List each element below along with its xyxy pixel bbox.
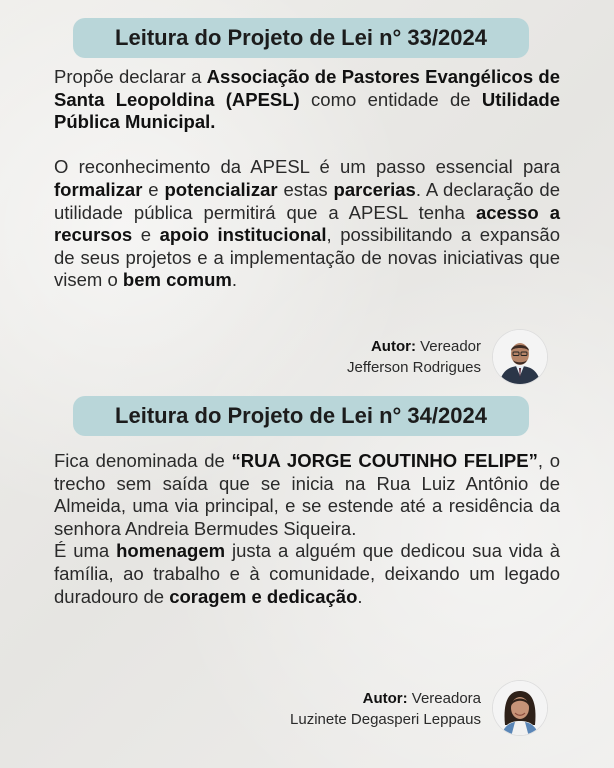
text-run: Propõe declarar a bbox=[54, 66, 207, 87]
author-photo-luzinete bbox=[493, 681, 547, 735]
text-run: apoio institucional bbox=[159, 224, 327, 246]
text-run: coragem e dedicação bbox=[169, 585, 358, 607]
text-run: homenagem bbox=[116, 540, 226, 562]
text-run: potencializar bbox=[164, 178, 278, 200]
section2-title bbox=[73, 396, 529, 436]
section1-body bbox=[54, 66, 560, 292]
text-run: “RUA JORGE COUTINHO FELIPE” bbox=[231, 450, 538, 471]
section1-spacer bbox=[54, 134, 560, 157]
text-run: . A declaração de utilidade pública permitirá que a APESL tenha bbox=[54, 178, 560, 223]
text-run: justa a alguém que dedicou sua vida à família, ao trabalho e à comunidade, deixando um legado duradouro de bbox=[54, 540, 561, 607]
text-run: O reconhecimento da APESL é um passo essencial para bbox=[54, 156, 560, 178]
text-run: bem comum bbox=[122, 269, 232, 291]
avatar-male-icon bbox=[493, 330, 547, 384]
section2-paragraph-2 bbox=[54, 540, 560, 608]
text-run: e bbox=[132, 224, 160, 246]
section1-author-line bbox=[221, 336, 481, 357]
text-run: parcerias bbox=[333, 178, 416, 200]
section1-paragraph-1 bbox=[54, 66, 560, 134]
section1-paragraph-2 bbox=[54, 156, 560, 292]
text-run: formalizar bbox=[54, 178, 143, 200]
text-run: Associação de Pastores Evangélicos de Santa Leopoldina (APESL) bbox=[54, 66, 560, 110]
section2-author-role: Vereadora bbox=[407, 690, 481, 707]
section1-author-label: Autor: bbox=[370, 338, 416, 355]
section1-author bbox=[221, 336, 481, 378]
section2-author-label: Autor: bbox=[362, 690, 408, 707]
text-run: como entidade de bbox=[299, 88, 482, 110]
text-run: e bbox=[142, 178, 165, 200]
section2-body bbox=[54, 450, 560, 608]
text-run: . bbox=[231, 269, 237, 291]
text-run: Fica denominada de bbox=[54, 450, 232, 471]
text-run: , possibilitando a expansão de seus projetos e a implementação de novas iniciativas que visem o bbox=[54, 224, 561, 291]
text-run: É uma bbox=[54, 540, 117, 562]
section2-author bbox=[161, 688, 481, 730]
text-run: estas bbox=[277, 178, 334, 200]
section1-title bbox=[73, 18, 529, 58]
section2-title-text: Leitura do Projeto de Lei n° 34/2024 bbox=[115, 403, 487, 428]
section2-paragraph-1 bbox=[54, 450, 560, 540]
text-run: , o trecho sem saída que se inicia na Rua Luiz Antônio de Almeida, uma via principal, e se estende até a residência da senhora Andreia Bermudes Siqueira. bbox=[54, 450, 560, 539]
author-photo-jefferson bbox=[493, 330, 547, 384]
section2-author-line bbox=[161, 688, 481, 709]
text-run: . bbox=[357, 585, 363, 607]
text-run: acesso a recursos bbox=[54, 201, 560, 246]
section1-title-text: Leitura do Projeto de Lei n° 33/2024 bbox=[115, 25, 487, 50]
text-run: Utilidade Pública Municipal. bbox=[54, 88, 560, 133]
avatar-female-icon bbox=[493, 681, 547, 735]
section1-author-role: Vereador bbox=[415, 338, 481, 355]
section1-author-name: Jefferson Rodrigues bbox=[347, 359, 481, 376]
section2-author-name: Luzinete Degasperi Leppaus bbox=[290, 711, 481, 728]
